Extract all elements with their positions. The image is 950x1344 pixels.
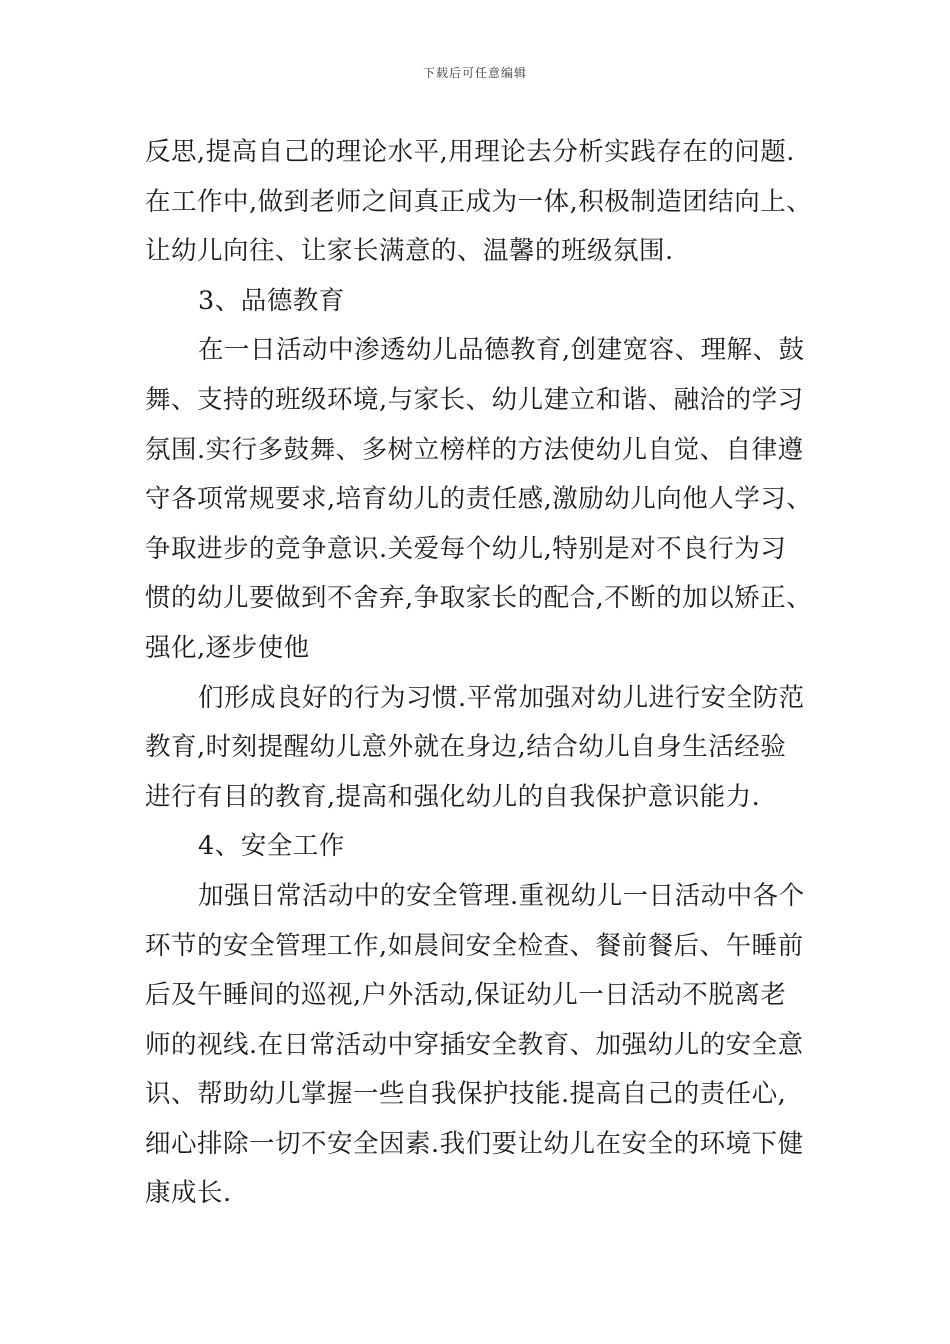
- section-heading-moral-education: 3、品德教育: [198, 285, 345, 316]
- text-line: 惯的幼儿要做到不舍弃,争取家长的配合,不断的加以矫正、: [145, 583, 813, 614]
- text-line: 康成长.: [145, 1178, 232, 1209]
- text-line: 们形成良好的行为习惯.平常加强对幼儿进行安全防范: [198, 682, 805, 713]
- section-heading-safety-work: 4、安全工作: [198, 831, 345, 862]
- text-line: 守各项常规要求,培育幼儿的责任感,激励幼儿向他人学习、: [145, 484, 813, 515]
- text-line: 进行有目的教育,提高和强化幼儿的自我保护意识能力.: [145, 781, 761, 812]
- text-line: 让幼儿向往、让家长满意的、温馨的班级氛围.: [145, 236, 674, 267]
- text-line: 舞、支持的班级环境,与家长、幼儿建立和谐、融洽的学习: [145, 384, 804, 415]
- text-line: 识、帮助幼儿掌握一些自我保护技能.提高自己的责任心,: [145, 1079, 787, 1110]
- text-line: 师的视线.在日常活动中穿插安全教育、加强幼儿的安全意: [145, 1029, 804, 1060]
- text-line: 加强日常活动中的安全管理.重视幼儿一日活动中各个: [198, 880, 805, 911]
- text-line: 在工作中,做到老师之间真正成为一体,积极制造团结向上、: [145, 186, 813, 217]
- text-line: 氛围.实行多鼓舞、多树立榜样的方法使幼儿自觉、自律遵: [145, 434, 804, 465]
- text-line: 争取进步的竞争意识.关爱每个幼儿,特别是对不良行为习: [145, 533, 787, 564]
- document-body: [145, 128, 825, 1219]
- page-header: 下载后可任意编辑: [422, 66, 527, 80]
- text-line: 后及午睡间的巡视,户外活动,保证幼儿一日活动不脱离老: [145, 980, 787, 1011]
- text-line: 在一日活动中渗透幼儿品德教育,创建宽容、理解、鼓: [198, 335, 805, 366]
- text-line: 环节的安全管理工作,如晨间安全检查、餐前餐后、午睡前: [145, 930, 804, 961]
- text-line: 细心排除一切不安全因素.我们要让幼儿在安全的环境下健: [145, 1128, 804, 1159]
- text-line: 教育,时刻提醒幼儿意外就在身边,结合幼儿自身生活经验: [145, 732, 787, 763]
- text-line: 强化,逐步使他: [145, 632, 310, 663]
- text-line: 反思,提高自己的理论水平,用理论去分析实践存在的问题.: [145, 137, 795, 167]
